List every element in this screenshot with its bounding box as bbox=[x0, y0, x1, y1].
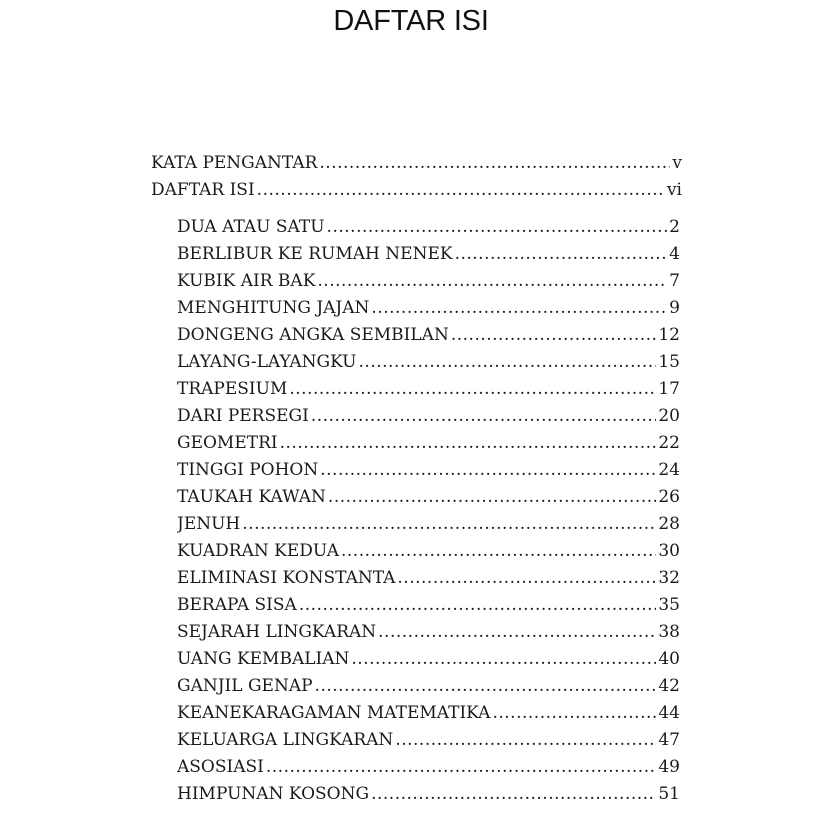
toc-dot-leader bbox=[451, 322, 657, 349]
toc-entry-page: 40 bbox=[658, 649, 680, 669]
toc-entry-label: HIMPUNAN KOSONG bbox=[177, 784, 370, 804]
toc-entry-label: GEOMETRI bbox=[177, 433, 278, 453]
toc-entry-label: KATA PENGANTAR bbox=[151, 153, 318, 173]
toc-dot-leader bbox=[319, 150, 670, 177]
toc-entry-label: BERLIBUR KE RUMAH NENEK bbox=[177, 244, 453, 264]
toc-entry-chapter[interactable] bbox=[177, 727, 680, 754]
toc-entry-page: 51 bbox=[658, 784, 680, 804]
toc-dot-leader bbox=[299, 592, 657, 619]
toc-dot-leader bbox=[327, 214, 668, 241]
toc-dot-leader bbox=[320, 457, 656, 484]
toc-entry-page: 30 bbox=[658, 541, 680, 561]
toc-entry-page: 44 bbox=[658, 703, 680, 723]
page-title: DAFTAR ISI bbox=[333, 5, 489, 37]
toc-entry-page: 20 bbox=[658, 406, 680, 426]
toc-entry-label: KUBIK AIR BAK bbox=[177, 271, 316, 291]
toc-entry-label: BERAPA SISA bbox=[177, 595, 297, 615]
toc-dot-leader bbox=[359, 349, 657, 376]
toc-entry-label: GANJIL GENAP bbox=[177, 676, 313, 696]
toc-entry-label: SEJARAH LINGKARAN bbox=[177, 622, 377, 642]
toc-entry-chapter[interactable] bbox=[177, 700, 680, 727]
toc-dot-leader bbox=[317, 268, 667, 295]
toc-entry-page: 38 bbox=[658, 622, 680, 642]
toc-entry-label: TINGGI POHON bbox=[177, 460, 319, 480]
toc-dot-leader bbox=[280, 430, 657, 457]
toc-entry-chapter[interactable] bbox=[177, 376, 680, 403]
toc-entry-label: DUA ATAU SATU bbox=[177, 217, 325, 237]
toc-dot-leader bbox=[242, 511, 656, 538]
toc-dot-leader bbox=[328, 484, 656, 511]
toc-entry-page: 42 bbox=[658, 676, 680, 696]
toc-dot-leader bbox=[371, 781, 656, 808]
toc-entry-page: 2 bbox=[669, 217, 680, 237]
toc-entry-label: ASOSIASI bbox=[177, 757, 264, 777]
toc-entry-label: KELUARGA LINGKARAN bbox=[177, 730, 394, 750]
toc-entry-chapter[interactable] bbox=[177, 322, 680, 349]
toc-dot-leader bbox=[351, 646, 656, 673]
toc-dot-leader bbox=[455, 241, 668, 268]
toc-entry-chapter[interactable] bbox=[177, 484, 680, 511]
toc-entry-chapter[interactable] bbox=[177, 268, 680, 295]
toc-entry-label: DAFTAR ISI bbox=[151, 180, 255, 200]
toc-entry-page: 22 bbox=[658, 433, 680, 453]
toc-entry-page: 32 bbox=[658, 568, 680, 588]
toc-entry-chapter[interactable] bbox=[177, 673, 680, 700]
toc-entry-chapter[interactable] bbox=[177, 538, 680, 565]
toc-entry-chapter[interactable] bbox=[177, 565, 680, 592]
toc-entry-page: 28 bbox=[658, 514, 680, 534]
toc-entry-chapter[interactable] bbox=[177, 457, 680, 484]
toc-entry-label: DONGENG ANGKA SEMBILAN bbox=[177, 325, 449, 345]
toc-entry-page: 35 bbox=[658, 595, 680, 615]
toc-entry-label: JENUH bbox=[177, 514, 241, 534]
toc-entry-chapter[interactable] bbox=[177, 754, 680, 781]
toc-entry-chapter[interactable] bbox=[177, 349, 680, 376]
toc-entry-page: v bbox=[672, 153, 682, 173]
toc-entry-label: TAUKAH KAWAN bbox=[177, 487, 326, 507]
toc-entry-page: 26 bbox=[658, 487, 680, 507]
toc-dot-leader bbox=[311, 403, 657, 430]
toc-dot-leader bbox=[341, 538, 656, 565]
toc-entry-page: 7 bbox=[669, 271, 680, 291]
toc-entry-chapter[interactable] bbox=[177, 511, 680, 538]
toc-entry-chapter[interactable] bbox=[177, 619, 680, 646]
toc-entry-chapter[interactable] bbox=[177, 295, 680, 322]
toc-entry-kata-pengantar[interactable] bbox=[151, 150, 682, 177]
toc-dot-leader bbox=[378, 619, 656, 646]
toc-entry-daftar-isi[interactable] bbox=[151, 177, 682, 204]
toc-entry-page: 24 bbox=[658, 460, 680, 480]
toc-dot-leader bbox=[315, 673, 657, 700]
toc-entry-chapter[interactable] bbox=[177, 403, 680, 430]
toc-entry-chapter[interactable] bbox=[177, 781, 680, 808]
toc-entry-label: DARI PERSEGI bbox=[177, 406, 309, 426]
toc-dot-leader bbox=[371, 295, 667, 322]
toc-entry-page: 49 bbox=[658, 757, 680, 777]
toc-entry-page: vi bbox=[666, 180, 682, 200]
toc-entry-chapter[interactable] bbox=[177, 214, 680, 241]
toc-entry-label: ELIMINASI KONSTANTA bbox=[177, 568, 396, 588]
toc-entry-chapter[interactable] bbox=[177, 646, 680, 673]
toc-entry-label: MENGHITUNG JAJAN bbox=[177, 298, 370, 318]
toc-entry-page: 4 bbox=[669, 244, 680, 264]
toc-entry-label: KUADRAN KEDUA bbox=[177, 541, 339, 561]
toc-dot-leader bbox=[289, 376, 656, 403]
toc-entry-page: 9 bbox=[669, 298, 680, 318]
toc-entry-chapter[interactable] bbox=[177, 592, 680, 619]
toc-dot-leader bbox=[397, 565, 656, 592]
toc-dot-leader bbox=[257, 177, 665, 204]
toc-entry-page: 12 bbox=[658, 325, 680, 345]
toc-entry-chapter[interactable] bbox=[177, 241, 680, 268]
toc-dot-leader bbox=[395, 727, 656, 754]
toc-entry-label: UANG KEMBALIAN bbox=[177, 649, 350, 669]
toc-entry-label: TRAPESIUM bbox=[177, 379, 288, 399]
toc-dot-leader bbox=[266, 754, 657, 781]
toc-dot-leader bbox=[492, 700, 656, 727]
toc-entry-chapter[interactable] bbox=[177, 430, 680, 457]
toc-entry-page: 47 bbox=[658, 730, 680, 750]
toc-entry-page: 17 bbox=[658, 379, 680, 399]
toc-entry-label: KEANEKARAGAMAN MATEMATIKA bbox=[177, 703, 491, 723]
toc-entry-label: LAYANG-LAYANGKU bbox=[177, 352, 357, 372]
toc-entry-page: 15 bbox=[658, 352, 680, 372]
